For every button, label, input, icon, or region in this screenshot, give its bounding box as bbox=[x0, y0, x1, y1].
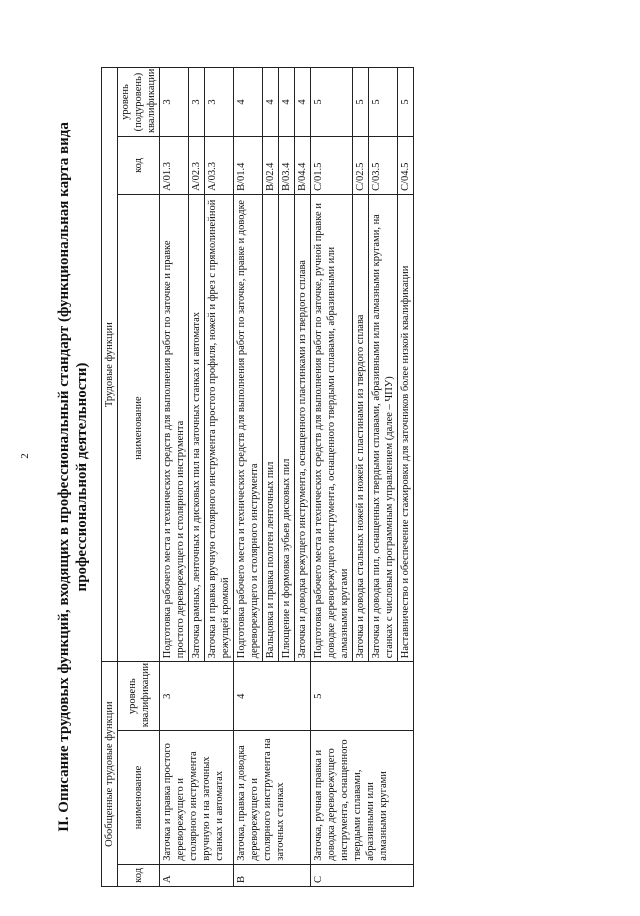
function-code: B/02.4 bbox=[263, 137, 279, 195]
labor-functions-header: Трудовые функции bbox=[102, 68, 118, 662]
header-row-sub bbox=[118, 68, 160, 887]
function-level: 3 bbox=[205, 68, 234, 137]
section-title: II. Описание трудовых функций, входящих в профессиональный стандарт (функциональная карта вида профессиональной деятельности) bbox=[56, 122, 90, 832]
header-row-top bbox=[102, 68, 118, 887]
function-level: 5 bbox=[311, 68, 353, 137]
function-level: 5 bbox=[398, 68, 414, 137]
function-level: 4 bbox=[279, 68, 295, 137]
page-number: 2 bbox=[18, 453, 31, 459]
function-code: B/04.4 bbox=[295, 137, 311, 195]
function-name: Подготовка рабочего места и технических средств для выполнения работ по заточке, ручной правке и доводке дереворежущего инструмента, оснащенного твердыми сплавами, абразивными или алмазными кругами bbox=[311, 194, 353, 661]
function-name: Вальцовка и правка полотен ленточных пил bbox=[263, 194, 279, 661]
group-code: A bbox=[160, 864, 234, 886]
function-level: 5 bbox=[369, 68, 398, 137]
group-name-header: наименование bbox=[118, 731, 160, 865]
group-level: 5 bbox=[311, 662, 414, 731]
table-row bbox=[234, 68, 263, 887]
group-name: Заточка и правка простого дереворежущего и столярного инструмента вручную и на заточных станках и автоматах bbox=[160, 731, 234, 865]
table-row bbox=[311, 68, 353, 887]
function-code: A/03.3 bbox=[205, 137, 234, 195]
function-name: Плющение и формовка зубьев дисковых пил bbox=[279, 194, 295, 661]
function-name: Наставничество и обеспечение стажировки для заточников более низкой квалификации bbox=[398, 194, 414, 661]
function-level: 3 bbox=[189, 68, 205, 137]
function-name: Заточка и доводка стальных ножей и ножей с пластинами из твердого сплава bbox=[353, 194, 369, 661]
group-level: 3 bbox=[160, 662, 234, 731]
group-name: Заточка, правка и доводка дереворежущего и столярного инструмента на заточных станках bbox=[234, 731, 311, 865]
function-code: A/02.3 bbox=[189, 137, 205, 195]
function-code: B/01.4 bbox=[234, 137, 263, 195]
group-name: Заточка, ручная правка и доводка дереворежущего инструмента, оснащенного твердыми сплавами, абразивными или алмазными кругами bbox=[311, 731, 414, 865]
functions-table bbox=[101, 67, 414, 887]
function-level: 5 bbox=[353, 68, 369, 137]
rotated-page-content bbox=[55, 67, 625, 887]
group-code-header: код bbox=[118, 864, 160, 886]
function-level-header: уровень (подуровень) квалификации bbox=[118, 68, 160, 137]
table-row bbox=[160, 68, 189, 887]
group-level-header: уровень квалификации bbox=[118, 662, 160, 731]
function-code: C/03.5 bbox=[369, 137, 398, 195]
function-code: C/01.5 bbox=[311, 137, 353, 195]
function-name: Заточка рамных, ленточных и дисковых пил на заточных станках и автоматах bbox=[189, 194, 205, 661]
function-code: C/04.5 bbox=[398, 137, 414, 195]
function-name: Заточка и правка вручную столярного инструмента простого профиля, ножей и фрез с прямолинейной режущей кромкой bbox=[205, 194, 234, 661]
function-level: 4 bbox=[295, 68, 311, 137]
function-code: B/03.4 bbox=[279, 137, 295, 195]
function-name: Подготовка рабочего места и технических средств для выполнения работ по заточке и правке простого дереворежущего и столярного инструмента bbox=[160, 194, 189, 661]
function-level: 3 bbox=[160, 68, 189, 137]
function-name-header: наименование bbox=[118, 194, 160, 661]
function-name: Подготовка рабочего места и технических средств для выполнения работ по заточке, правке и доводке дереворежущего и столярного инструмента bbox=[234, 194, 263, 661]
group-code: B bbox=[234, 864, 311, 886]
group-code: C bbox=[311, 864, 414, 886]
function-code: A/01.3 bbox=[160, 137, 189, 195]
function-code: C/02.5 bbox=[353, 137, 369, 195]
generalized-functions-header: Обобщенные трудовые функции bbox=[102, 662, 118, 887]
function-name: Заточка и доводка режущего инструмента, оснащенного пластинками из твердого сплава bbox=[295, 194, 311, 661]
function-code-header: код bbox=[118, 137, 160, 195]
function-level: 4 bbox=[263, 68, 279, 137]
function-level: 4 bbox=[234, 68, 263, 137]
group-level: 4 bbox=[234, 662, 311, 731]
function-name: Заточка и доводка пил, оснащенных твердыми сплавами, абразивными или алмазными кругами, на станках с числовым программным управлением (далее – ЧПУ) bbox=[369, 194, 398, 661]
